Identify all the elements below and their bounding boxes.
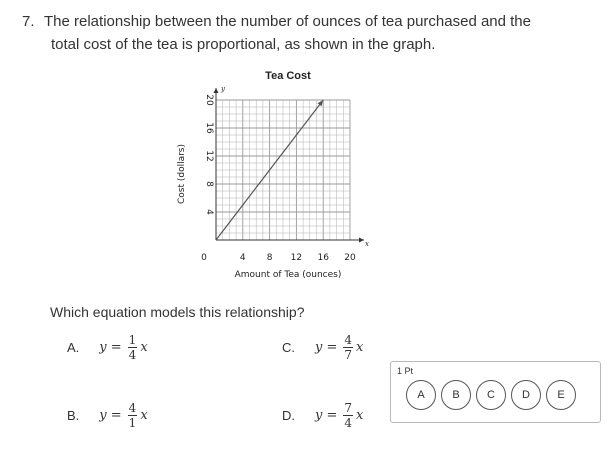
fraction: [343, 333, 353, 362]
fraction-numerator: 4: [128, 401, 137, 415]
y-tick-label: 4: [204, 209, 214, 215]
chart-title: Tea Cost: [265, 70, 311, 82]
x-axis-label: Amount of Tea (ounces): [234, 270, 342, 280]
choice-d: [282, 401, 363, 430]
fraction-numerator: 4: [344, 333, 353, 347]
choice-c-equation: [315, 333, 363, 362]
answer-bubbles: [406, 380, 576, 410]
x-tick-label: 8: [266, 253, 273, 263]
fraction: [343, 401, 353, 430]
x-tick-label: 16: [317, 253, 329, 263]
choice-b-letter: B.: [67, 408, 80, 423]
choice-a: [67, 333, 148, 362]
fraction: [128, 333, 138, 362]
choice-d-letter: D.: [282, 408, 295, 423]
choice-c-letter: C.: [282, 340, 295, 355]
y-axis-label: Cost (dollars): [177, 143, 187, 205]
points-label: 1 Pt: [397, 366, 414, 376]
equation-variable: x: [356, 408, 364, 423]
fraction-denominator: 4: [344, 416, 353, 430]
choice-a-letter: A.: [67, 340, 80, 355]
y-tick-label: 8: [204, 181, 214, 187]
answer-bubble-e[interactable]: E: [546, 380, 576, 410]
origin-label: 0: [201, 253, 207, 263]
equation-variable: x: [140, 340, 148, 355]
answer-bubble-a[interactable]: A: [406, 380, 436, 410]
question-text-line-2: total cost of the tea is proportional, as shown in the graph.: [51, 36, 436, 53]
question-text-line-1: The relationship between the number of ounces of tea purchased and the: [44, 13, 531, 30]
chart-ticks: [204, 94, 356, 263]
answer-bubble-d[interactable]: D: [511, 380, 541, 410]
equation-lhs: y =: [99, 408, 122, 423]
answer-bubble-c[interactable]: C: [476, 380, 506, 410]
y-tick-label: 20: [204, 94, 214, 106]
choice-c: [282, 333, 363, 362]
choice-a-equation: [99, 333, 147, 362]
fraction-denominator: 4: [128, 348, 137, 362]
y-axis-variable: y: [221, 85, 225, 93]
equation-variable: x: [140, 408, 148, 423]
fraction-numerator: 7: [344, 401, 353, 415]
x-axis-arrow: [359, 238, 364, 243]
choice-b-equation: [99, 401, 147, 430]
x-axis-variable: x: [365, 240, 369, 248]
answer-panel: [390, 361, 601, 423]
x-tick-label: 4: [239, 253, 246, 263]
equation-lhs: y =: [315, 340, 338, 355]
y-axis-arrow: [214, 88, 219, 93]
fraction-numerator: 1: [128, 333, 137, 347]
fraction-denominator: 7: [344, 348, 353, 362]
equation-lhs: y =: [315, 408, 338, 423]
y-tick-label: 12: [204, 150, 214, 162]
tea-cost-chart: [170, 62, 380, 287]
question-prompt: Which equation models this relationship?: [50, 304, 305, 320]
x-tick-label: 12: [290, 253, 303, 263]
answer-bubble-b[interactable]: B: [441, 380, 471, 410]
question-number: 7.: [22, 13, 35, 30]
fraction-denominator: 1: [128, 416, 137, 430]
equation-variable: x: [356, 340, 364, 355]
x-tick-label: 20: [344, 253, 356, 263]
y-tick-label: 16: [204, 122, 214, 134]
equation-lhs: y =: [99, 340, 122, 355]
chart-grid: [216, 100, 350, 240]
choice-b: [67, 401, 148, 430]
choice-d-equation: [315, 401, 363, 430]
fraction: [128, 401, 138, 430]
